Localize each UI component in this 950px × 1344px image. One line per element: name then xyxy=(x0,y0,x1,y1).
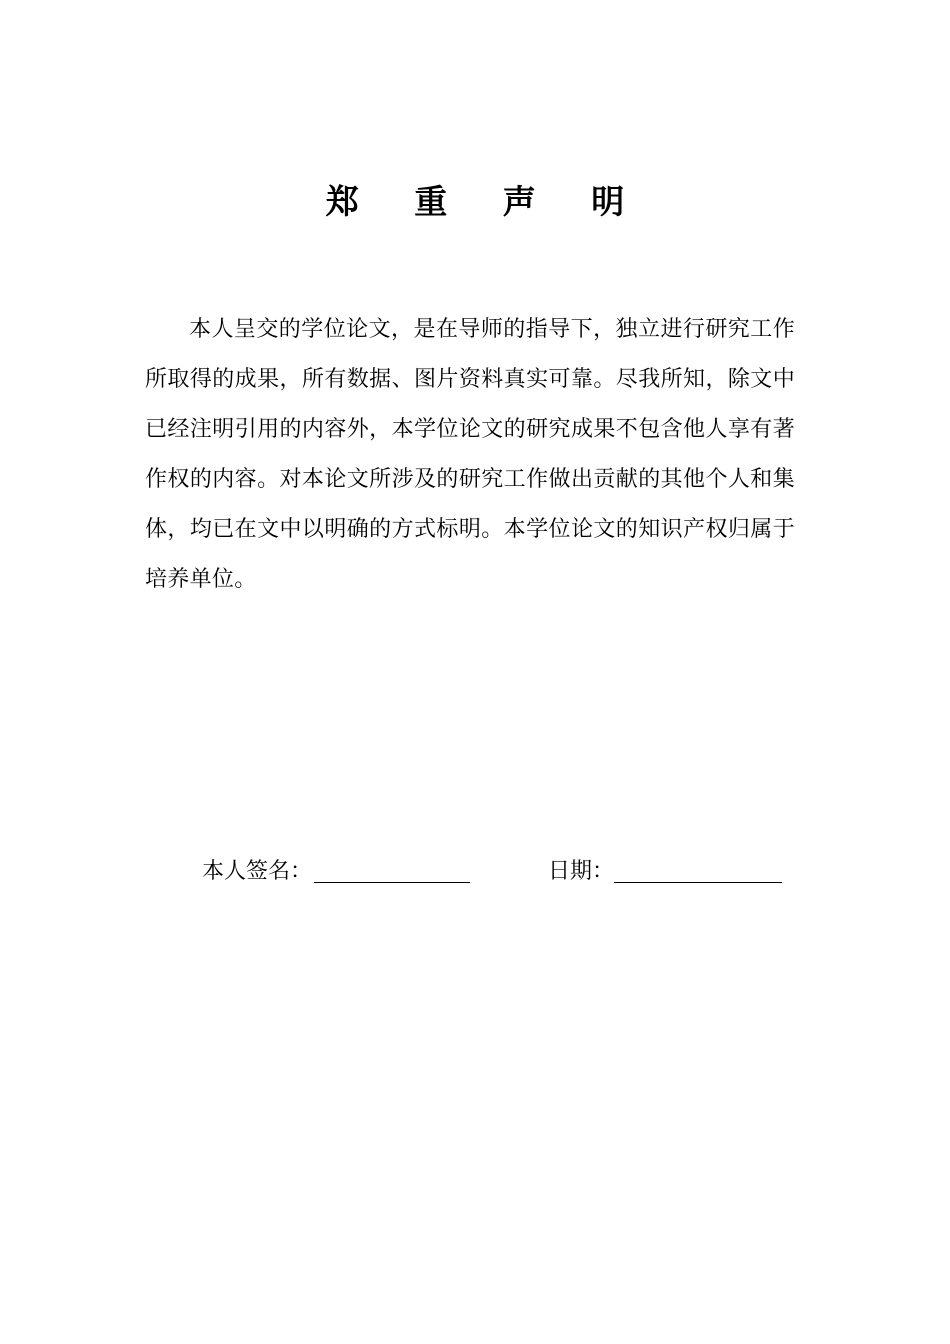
date-field-line xyxy=(614,882,782,883)
signature-field-line xyxy=(314,882,470,883)
signature-label: 本人签名： xyxy=(202,859,313,884)
date-label: 日期： xyxy=(548,859,615,884)
signature-row xyxy=(0,852,950,892)
declaration-paragraph: 本人呈交的学位论文，是在导师的指导下，独立进行研究工作所取得的成果，所有数据、图片资料真实可靠。尽我所知，除文中已经注明引用的内容外，本学位论文的研究成果不包含他人享有著作权的内容。对本论文所涉及的研究工作做出贡献的其他个人和集体，均已在文中以明确的方式标明。本学位论文的知识产权归属于培养单位。 xyxy=(145,317,795,592)
page-title: 郑 重 声 明 xyxy=(325,182,647,221)
